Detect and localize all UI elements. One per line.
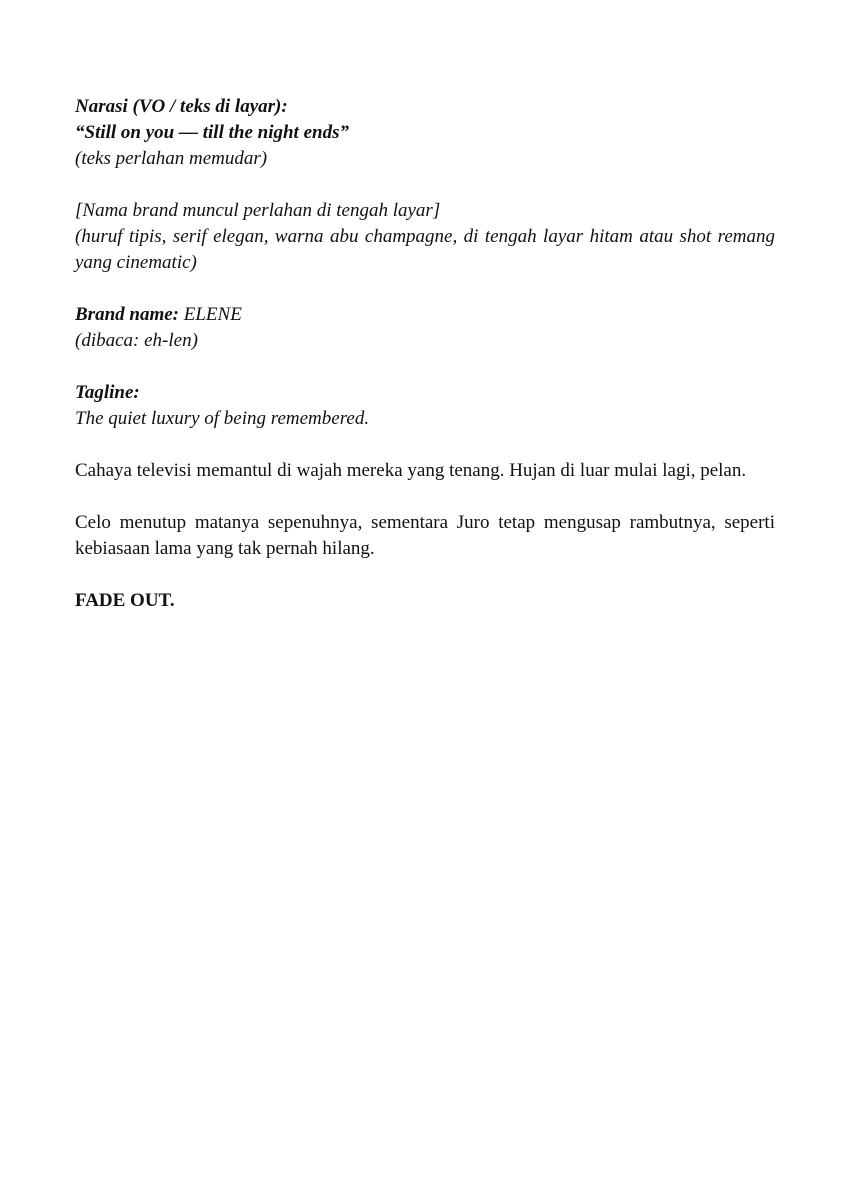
brand-name-block <box>75 302 775 354</box>
script-page <box>75 94 775 640</box>
tagline-text: The quiet luxury of being remembered. <box>75 408 370 429</box>
paragraph-celo-juro: Celo menutup matanya sepenuhnya, sementara Juro tetap mengusap rambutnya, seperti kebiasaan lama yang tak pernah hilang. <box>75 512 775 559</box>
brand-reveal-direction: [Nama brand muncul perlahan di tengah layar] <box>75 200 441 221</box>
brand-pronunciation: (dibaca: eh-len) <box>75 330 198 351</box>
brand-name-value: ELENE <box>179 304 242 325</box>
brand-name-label: Brand name: <box>75 304 179 325</box>
narration-block <box>75 94 775 172</box>
narration-quote: “Still on you — till the night ends” <box>75 122 349 143</box>
paragraph-tv-light: Cahaya televisi memantul di wajah mereka yang tenang. Hujan di luar mulai lagi, pelan. <box>75 460 747 481</box>
tagline-block <box>75 380 775 432</box>
fade-out-transition: FADE OUT. <box>75 590 175 611</box>
brand-reveal-block <box>75 198 775 276</box>
brand-reveal-style-note: (huruf tipis, serif elegan, warna abu champagne, di tengah layar hitam atau shot remang yang cinematic) <box>75 226 775 273</box>
narration-note: (teks perlahan memudar) <box>75 148 268 169</box>
tagline-label: Tagline: <box>75 382 140 403</box>
brand-name-line <box>75 302 775 328</box>
narration-heading: Narasi (VO / teks di layar): <box>75 96 288 117</box>
